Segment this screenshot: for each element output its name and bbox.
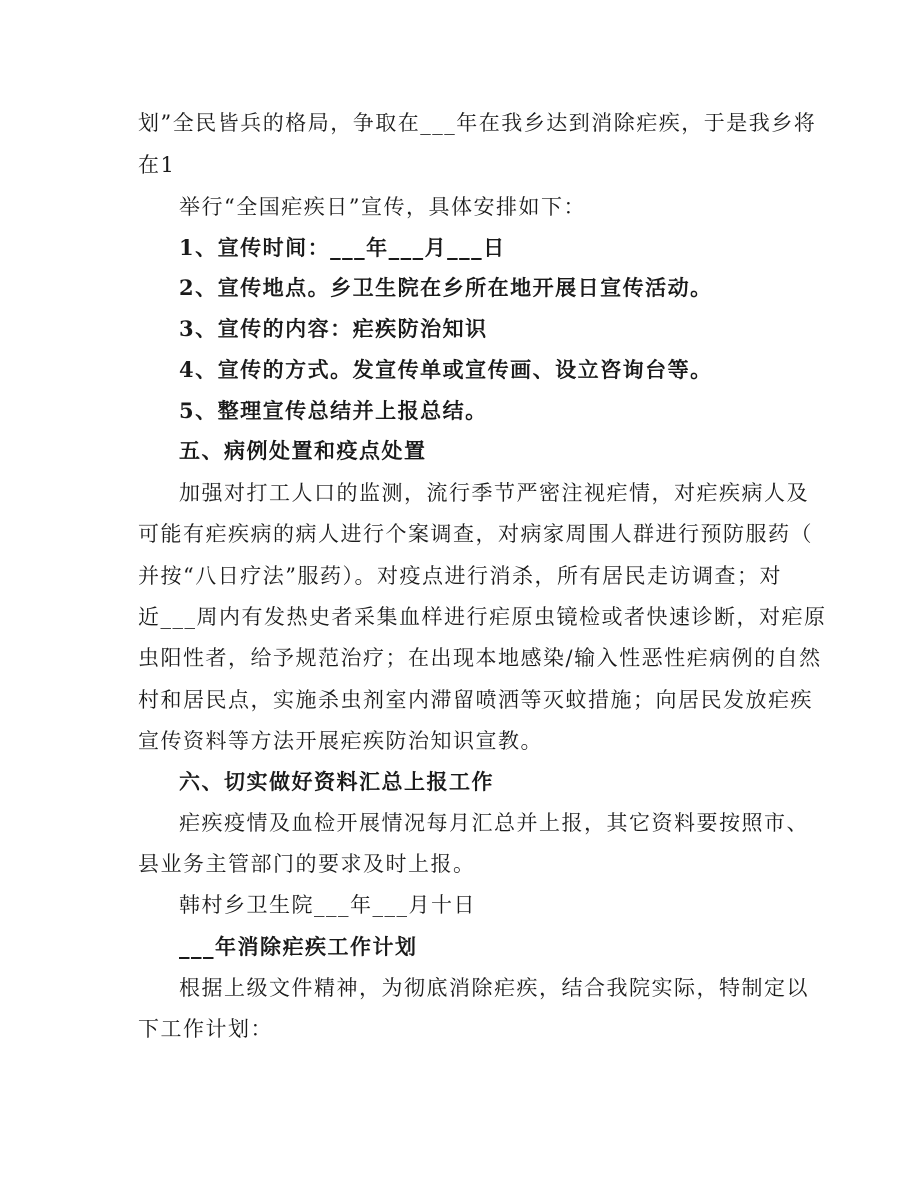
paragraph-line: 根据上级文件精神，为彻底消除疟疾，结合我院实际，特制定以 (179, 976, 809, 1000)
list-item: 5、整理宣传总结并上报总结。 (179, 398, 488, 423)
list-item: 3、宣传的内容：疟疾防治知识 (179, 316, 488, 341)
paragraph-line: 并按“八日疗法”服药）。对疫点进行消杀，所有居民走访调查；对 (138, 564, 782, 588)
list-item: 1、宣传时间：___年___月___日 (179, 235, 506, 260)
list-item: 4、宣传的方式。发宣传单或宣传画、设立咨询台等。 (179, 357, 713, 382)
paragraph-line: 近___周内有发热史者采集血样进行疟原虫镜检或者快速诊断，对疟原 (138, 605, 827, 629)
paragraph-line: 宣传资料等方法开展疟疾防治知识宣教。 (138, 729, 543, 753)
paragraph-line: 虫阳性者，给予规范治疗；在出现本地感染/输入性恶性疟病例的自然 (138, 646, 822, 670)
paragraph-line: 在1 (138, 153, 176, 177)
document-title: ___年消除疟疾工作计划 (179, 934, 418, 959)
paragraph-line: 疟疾疫情及血检开展情况每月汇总并上报，其它资料要按照市、 (179, 811, 809, 835)
paragraph-line: 村和居民点，实施杀虫剂室内滞留喷洒等灭蚊措施；向居民发放疟疾 (138, 688, 813, 712)
section-heading: 六、切实做好资料汇总上报工作 (179, 769, 494, 794)
paragraph-line: 划”全民皆兵的格局，争取在___年在我乡达到消除疟疾，于是我乡将 (138, 111, 817, 135)
paragraph-line: 县业务主管部门的要求及时上报。 (138, 852, 476, 876)
signature-line: 韩村乡卫生院___年___月十日 (179, 893, 476, 917)
paragraph-line: 下工作计划： (138, 1017, 273, 1041)
list-item: 2、宣传地点。乡卫生院在乡所在地开展日宣传活动。 (179, 275, 713, 300)
section-heading: 五、病例处置和疫点处置 (179, 438, 427, 463)
paragraph-line: 举行“全国疟疾日”宣传，具体安排如下： (179, 195, 586, 219)
paragraph-line: 加强对打工人口的监测，流行季节严密注视疟情，对疟疾病人及 (179, 481, 809, 505)
paragraph-line: 可能有疟疾病的病人进行个案调查，对病家周围人群进行预防服药（ (138, 522, 813, 546)
